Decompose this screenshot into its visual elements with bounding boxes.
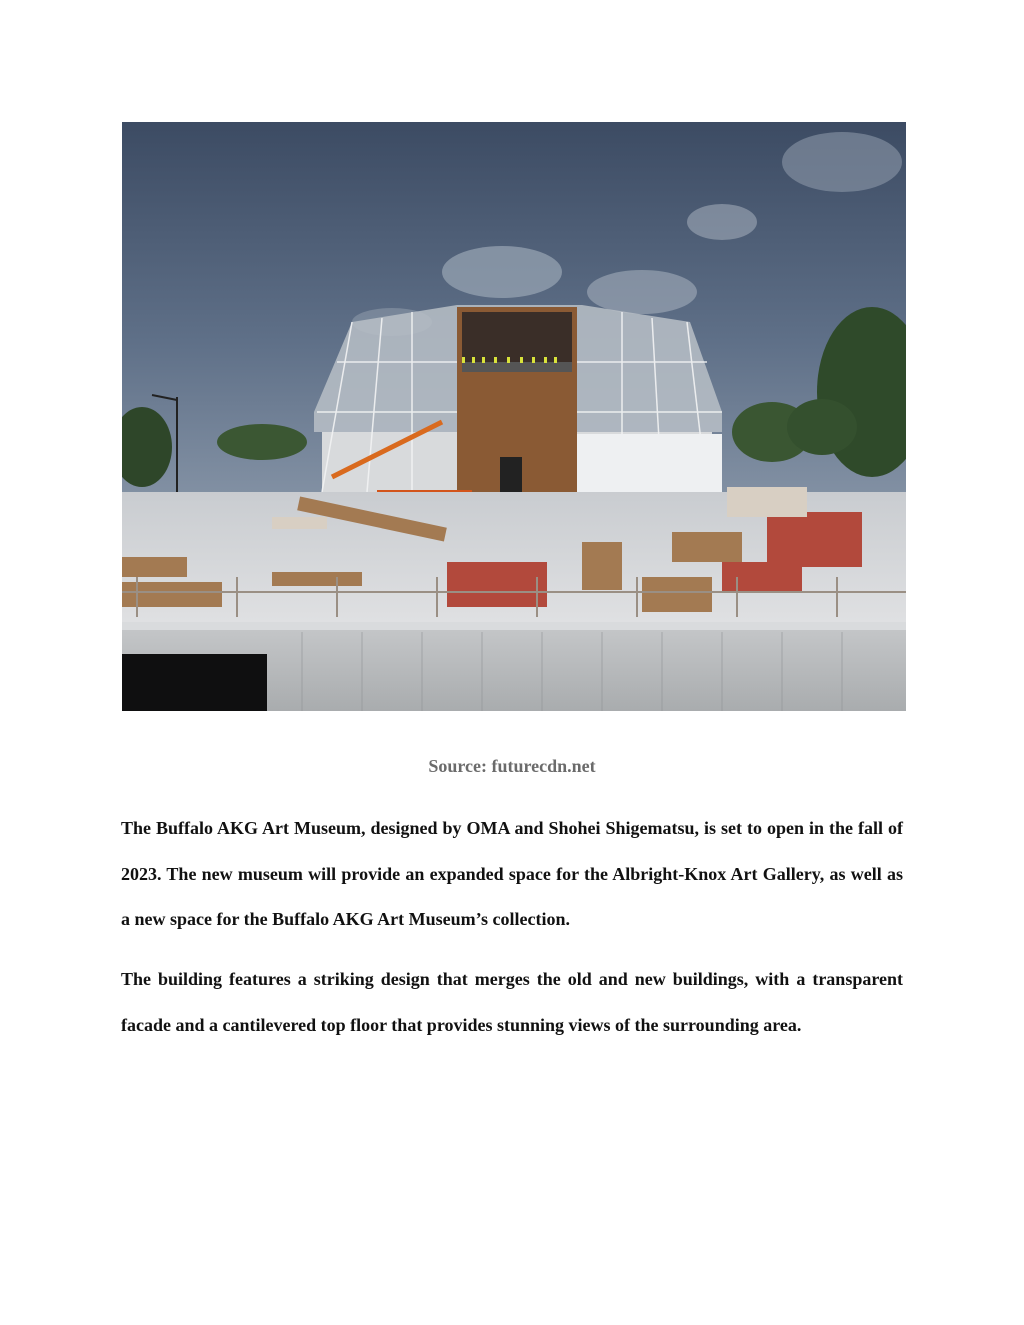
paragraph-building-design: The building features a striking design that merges the old and new buildings, with a transparent facade and a cantilevered top floor that provides stunning views of the surrounding area. — [121, 969, 903, 1035]
paragraph-museum-intro: The Buffalo AKG Art Museum, designed by OMA and Shohei Shigematsu, is set to open in the fall of 2023. The new museum will provide an expanded space for the Albright-Knox Art Gallery, as well as a new space for the Buffalo AKG Art Museum’s collection. — [121, 818, 903, 929]
construction-photo — [122, 122, 906, 711]
image-source-caption: Source: futurecdn.net — [428, 756, 596, 776]
construction-photo-illustration — [122, 122, 906, 711]
